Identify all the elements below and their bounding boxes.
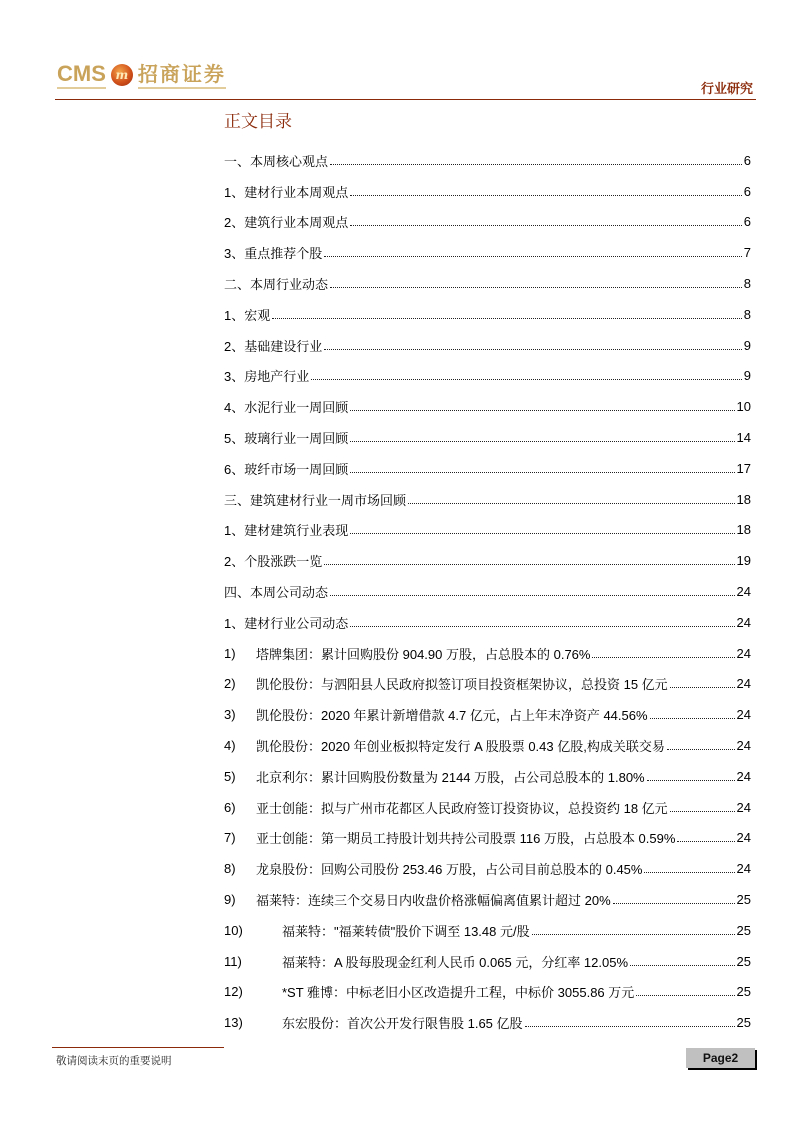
- toc-entry-label: 福莱特："福莱转债"股价下调至 13.48 元/股: [282, 923, 530, 939]
- toc-entry-page: 24: [736, 738, 751, 754]
- toc-entry-number: 3、: [224, 369, 245, 385]
- toc-entry-number: 1、: [224, 307, 245, 323]
- toc-entry-label: 亚士创能：第一期员工持股计划共持公司股票 116 万股，占总股本 0.59%: [256, 831, 676, 847]
- toc-entry-label: 本周公司动态: [250, 585, 329, 601]
- toc-entry-page: 9: [743, 368, 751, 384]
- logo-latin-text: CMS: [57, 62, 106, 89]
- toc-entry[interactable]: [224, 391, 751, 422]
- toc-entry[interactable]: [224, 761, 751, 792]
- toc-entry-page: 24: [736, 645, 751, 661]
- toc-entry[interactable]: [224, 669, 751, 700]
- toc-entry-number: 4、: [224, 400, 245, 416]
- company-logo: [57, 60, 226, 90]
- dot-leader: [350, 225, 742, 226]
- toc-entry-label: 北京利尔：累计回购股份数量为 2144 万股，占公司总股本的 1.80%: [256, 769, 645, 785]
- toc-entry[interactable]: [224, 515, 751, 546]
- disclaimer-note: 敬请阅读末页的重要说明: [56, 1055, 172, 1067]
- dot-leader: [350, 441, 734, 442]
- toc-entry[interactable]: [224, 484, 751, 515]
- toc-entry-number: 12): [224, 984, 243, 1000]
- page-number-badge: Page2: [686, 1048, 755, 1068]
- toc-entry-number: 13): [224, 1015, 243, 1031]
- toc-entry[interactable]: [224, 207, 751, 238]
- dot-leader: [677, 841, 734, 842]
- toc-entry-label: 基础建设行业: [244, 338, 323, 354]
- toc-entry-label: 塔牌集团：累计回购股份 904.90 万股，占总股本的 0.76%: [256, 646, 591, 662]
- toc-entry-number: 2、: [224, 215, 245, 231]
- toc-entry-page: 24: [736, 676, 751, 692]
- dot-leader: [350, 195, 742, 196]
- toc-entry[interactable]: [224, 638, 751, 669]
- toc-entry[interactable]: [224, 884, 751, 915]
- toc-entry[interactable]: [224, 977, 751, 1008]
- toc-entry-page: 9: [743, 337, 751, 353]
- dot-leader: [350, 626, 734, 627]
- toc-entry-number: 7): [224, 830, 236, 846]
- dot-leader: [525, 1026, 735, 1027]
- toc-entry-label: 建材行业公司动态: [244, 615, 349, 631]
- toc-entry-label: 福莱特：连续三个交易日内收盘价格涨幅偏离值累计超过 20%: [256, 893, 611, 909]
- toc-entry-page: 24: [736, 830, 751, 846]
- toc-entry-page: 7: [743, 245, 751, 261]
- toc-entry[interactable]: [224, 853, 751, 884]
- toc-entry-number: 3): [224, 707, 236, 723]
- footer-divider: [52, 1047, 224, 1048]
- toc-entry-label: 个股涨跌一览: [244, 554, 323, 570]
- toc-entry-page: 10: [736, 399, 751, 415]
- toc-entry-label: *ST 雅博：中标老旧小区改造提升工程，中标价 3055.86 万元: [282, 985, 635, 1001]
- toc-entry[interactable]: [224, 545, 751, 576]
- toc-entry-page: 24: [736, 861, 751, 877]
- toc-entry-page: 24: [736, 584, 751, 600]
- toc-entry-label: 凯伦股份：2020 年创业板拟特定发行 A 股股票 0.43 亿股,构成关联交易: [256, 739, 665, 755]
- toc-entry[interactable]: [224, 607, 751, 638]
- toc-entry-label: 建筑行业本周观点: [244, 215, 349, 231]
- toc-entry[interactable]: [224, 422, 751, 453]
- toc-entry-label: 福莱特：A 股每股现金红利人民币 0.065 元，分红率 12.05%: [282, 954, 629, 970]
- toc-entry-number: 10): [224, 922, 243, 938]
- dot-leader: [350, 472, 734, 473]
- toc-entry-label: 宏观: [244, 307, 271, 323]
- toc-entry-page: 25: [736, 1015, 751, 1031]
- toc-entry-number: 二、: [224, 277, 251, 293]
- toc-entry-number: 8): [224, 861, 236, 877]
- dot-leader: [350, 533, 734, 534]
- dot-leader: [330, 595, 735, 596]
- dot-leader: [650, 718, 735, 719]
- toc-entry-number: 4): [224, 738, 236, 754]
- dot-leader: [408, 503, 735, 504]
- toc-entry[interactable]: [224, 730, 751, 761]
- toc-entry-number: 5、: [224, 431, 245, 447]
- toc-entry-number: 1、: [224, 523, 245, 539]
- logo-chinese-text: 招商证券: [138, 62, 226, 89]
- dot-leader: [324, 564, 734, 565]
- report-category: 行业研究: [700, 82, 753, 97]
- toc-entry-label: 玻璃行业一周回顾: [244, 431, 349, 447]
- toc-entry-page: 25: [736, 922, 751, 938]
- toc-entry-number: 11): [224, 953, 242, 969]
- toc-entry-page: 18: [736, 522, 751, 538]
- toc-entry-label: 建筑建材行业一周市场回顾: [250, 492, 407, 508]
- toc-entry[interactable]: [224, 361, 751, 392]
- toc-entry-number: 2、: [224, 554, 245, 570]
- toc-entry[interactable]: [224, 176, 751, 207]
- toc-entry-label: 建材建筑行业表现: [244, 523, 349, 539]
- dot-leader: [667, 749, 735, 750]
- dot-leader: [330, 164, 742, 165]
- toc-entry-label: 东宏股份：首次公开发行限售股 1.65 亿股: [282, 1016, 523, 1032]
- dot-leader: [670, 687, 735, 688]
- dot-leader: [272, 318, 742, 319]
- toc-entry-label: 水泥行业一周回顾: [244, 400, 349, 416]
- toc-entry[interactable]: [224, 946, 751, 977]
- toc-entry-number: 2、: [224, 338, 245, 354]
- toc-entry[interactable]: [224, 330, 751, 361]
- toc-entry-page: 17: [736, 460, 751, 476]
- toc-entry[interactable]: [224, 145, 751, 176]
- toc-entry-number: 1、: [224, 184, 245, 200]
- toc-entry-label: 玻纤市场一周回顾: [244, 461, 349, 477]
- dot-leader: [647, 780, 735, 781]
- toc-entry-page: 8: [743, 306, 751, 322]
- dot-leader: [311, 379, 742, 380]
- toc-entry-page: 8: [743, 276, 751, 292]
- toc-entry-number: 1、: [224, 615, 245, 631]
- toc-entry[interactable]: [224, 237, 751, 268]
- toc-entry-number: 四、: [224, 585, 251, 601]
- header-divider: [55, 99, 756, 100]
- toc-entry-number: 9): [224, 892, 236, 908]
- toc-entry-number: 三、: [224, 492, 251, 508]
- toc-entry-label: 凯伦股份：与泗阳县人民政府拟签订项目投资框架协议，总投资 15 亿元: [256, 677, 668, 693]
- toc-entry-number: 5): [224, 768, 236, 784]
- toc-entry[interactable]: [224, 1007, 751, 1038]
- toc-entry-label: 龙泉股份：回购公司股份 253.46 万股，占公司目前总股本的 0.45%: [256, 862, 643, 878]
- toc-entry-page: 14: [736, 430, 751, 446]
- toc-entry-page: 24: [736, 707, 751, 723]
- toc-title: 正文目录: [224, 112, 292, 131]
- toc-entry-label: 本周行业动态: [250, 277, 329, 293]
- toc-entry-label: 房地产行业: [244, 369, 310, 385]
- dot-leader: [670, 811, 735, 812]
- toc-entry-page: 25: [736, 892, 751, 908]
- toc-entry-label: 亚士创能：拟与广州市花都区人民政府签订投资协议，总投资约 18 亿元: [256, 800, 668, 816]
- logo-badge-icon: m: [111, 64, 133, 86]
- dot-leader: [613, 903, 735, 904]
- toc-entry-page: 25: [736, 984, 751, 1000]
- toc-entry[interactable]: [224, 453, 751, 484]
- toc-entry-number: 6): [224, 799, 236, 815]
- toc-entry[interactable]: [224, 299, 751, 330]
- toc-entry-number: 一、: [224, 153, 251, 169]
- toc-entry-page: 24: [736, 768, 751, 784]
- dot-leader: [330, 287, 742, 288]
- dot-leader: [592, 657, 734, 658]
- table-of-contents: [224, 145, 751, 1038]
- dot-leader: [644, 872, 734, 873]
- toc-entry-page: 18: [736, 491, 751, 507]
- toc-entry-page: 19: [736, 553, 751, 569]
- toc-entry[interactable]: [224, 792, 751, 823]
- toc-entry-label: 重点推荐个股: [244, 246, 323, 262]
- toc-entry-page: 24: [736, 799, 751, 815]
- toc-entry-number: 2): [224, 676, 236, 692]
- toc-entry-page: 25: [736, 953, 751, 969]
- toc-entry-page: 24: [736, 614, 751, 630]
- dot-leader: [532, 934, 735, 935]
- dot-leader: [324, 349, 742, 350]
- toc-entry-page: 6: [743, 152, 751, 168]
- toc-entry[interactable]: [224, 915, 751, 946]
- dot-leader: [324, 256, 742, 257]
- dot-leader: [630, 965, 735, 966]
- toc-entry-label: 凯伦股份：2020 年累计新增借款 4.7 亿元，占上年末净资产 44.56%: [256, 708, 648, 724]
- toc-entry-page: 6: [743, 183, 751, 199]
- toc-entry[interactable]: [224, 823, 751, 854]
- toc-entry-number: 6、: [224, 461, 245, 477]
- toc-entry[interactable]: [224, 699, 751, 730]
- toc-entry-number: 3、: [224, 246, 245, 262]
- toc-entry-label: 本周核心观点: [250, 153, 329, 169]
- toc-entry-page: 6: [743, 214, 751, 230]
- toc-entry-number: 1): [224, 645, 236, 661]
- toc-entry[interactable]: [224, 268, 751, 299]
- toc-entry-label: 建材行业本周观点: [244, 184, 349, 200]
- dot-leader: [636, 995, 734, 996]
- dot-leader: [350, 410, 734, 411]
- toc-entry[interactable]: [224, 576, 751, 607]
